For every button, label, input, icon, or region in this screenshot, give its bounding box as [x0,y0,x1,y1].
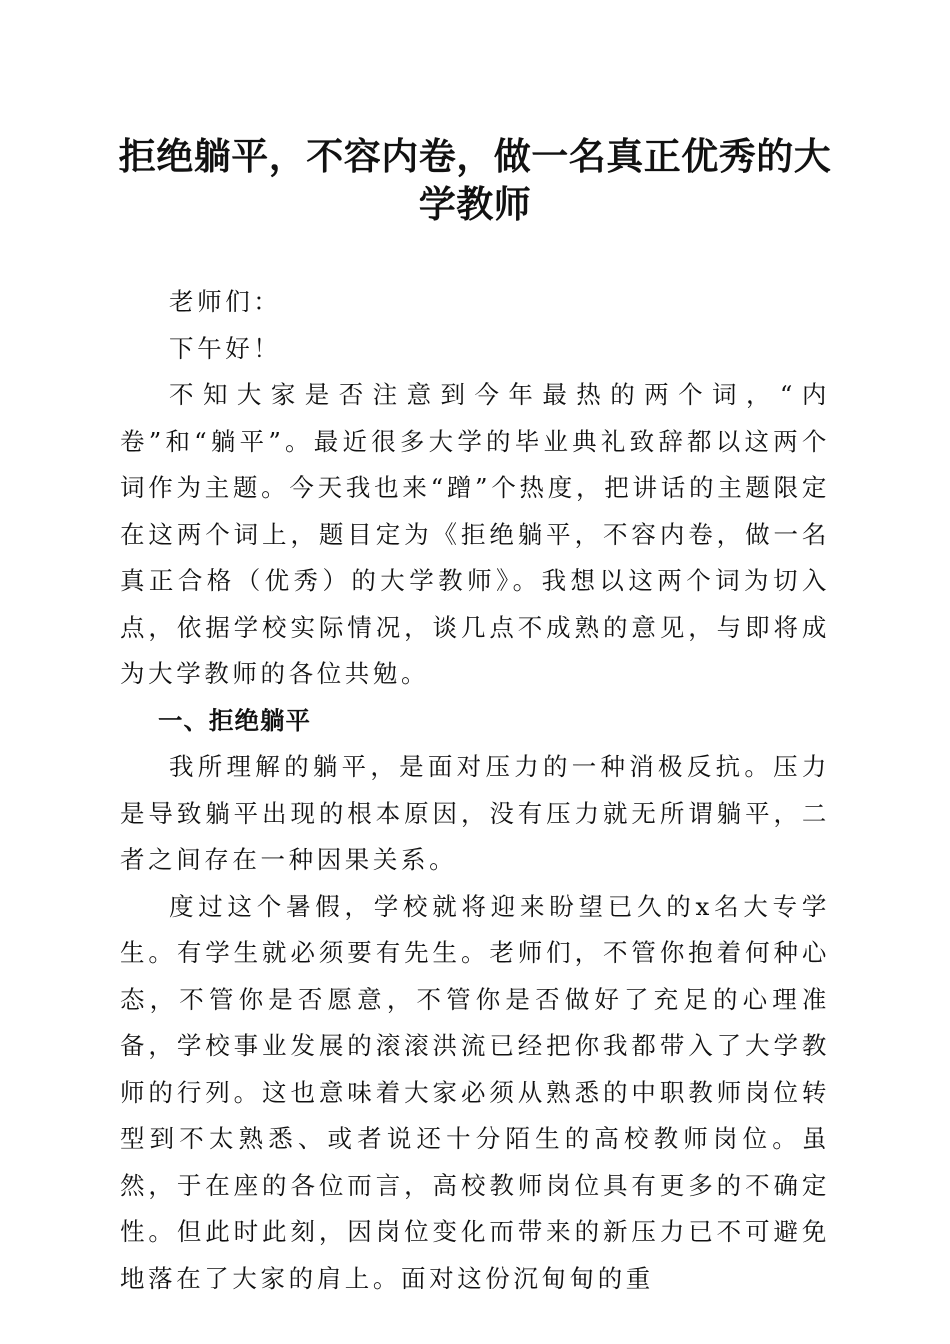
section-paragraph-1: 我所理解的躺平，是面对压力的一种消极反抗。压力是导致躺平出现的根本原因，没有压力就无所谓躺平，二者之间存在一种因果关系。 [120,752,830,874]
section-paragraph-2: 度过这个暑假，学校就将迎来盼望已久的x名大专学生。有学生就必须要有先生。老师们，不管你抱着何种心态，不管你是否愿意，不管你是否做好了充足的心理准备，学校事业发展的滚滚洪流已经把你我都带入了大学教师的行列。这也意味着大家必须从熟悉的中职教师岗位转型到不太熟悉、或者说还十分陌生的高校教师岗位。虽然，于在座的各位而言，高校教师岗位具有更多的不确定性。但此时此刻，因岗位变化而带来的新压力已不可避免地落在了大家的肩上。面对这份沉甸甸的重 [120,891,830,1293]
salutation: 老师们： [169,287,282,316]
document-title: 拒绝躺平，不容内卷，做一名真正优秀的大学教师 [118,134,832,226]
document-body [120,279,830,1302]
section-heading: 一、拒绝躺平 [157,705,311,735]
intro-paragraph: 不知大家是否注意到今年最热的两个词，“内卷”和“躺平”。最近很多大学的毕业典礼致辞都以这两个词作为主题。今天我也来“蹭”个热度，把讲话的主题限定在这两个词上，题目定为《拒绝躺平，不容内卷，做一名真正合格（优秀）的大学教师》。我想以这两个词为切入点，依据学校实际情况，谈几点不成熟的意见，与即将成为大学教师的各位共勉。 [120,380,830,688]
greeting: 下午好！ [169,333,282,363]
